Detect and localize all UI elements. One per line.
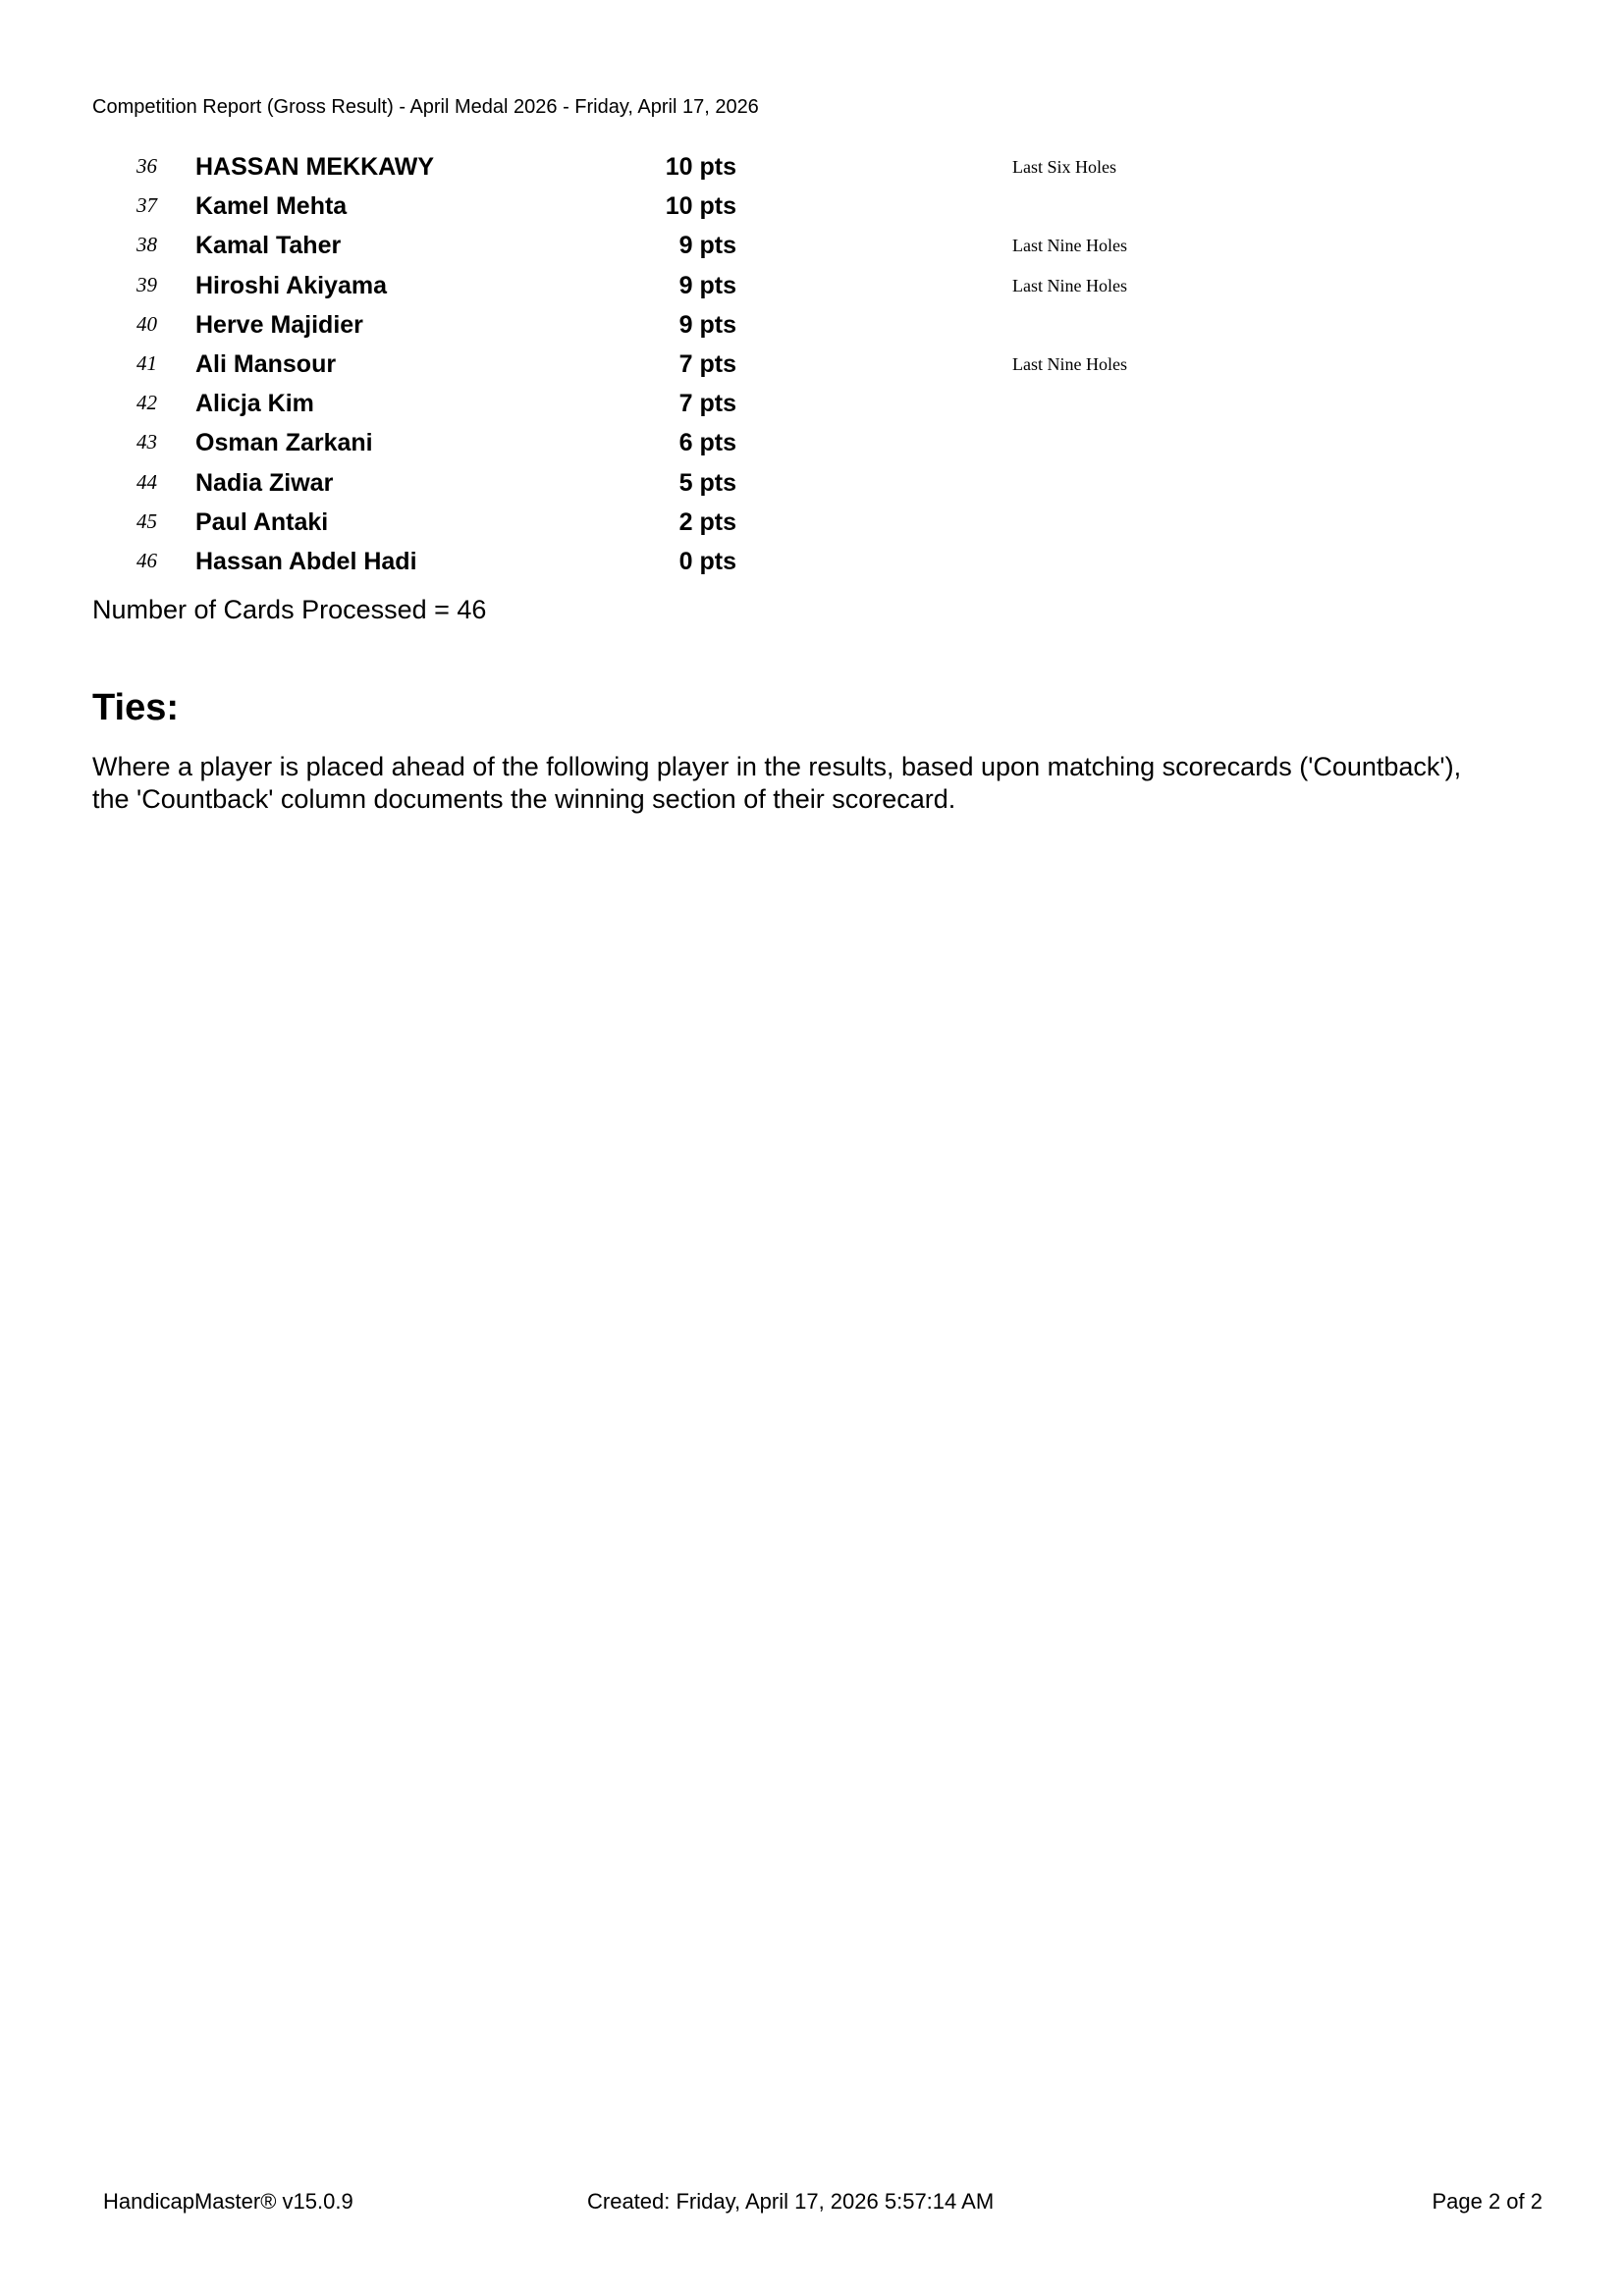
results-table [0,150,1624,584]
score-cell: 6 pts [678,429,736,457]
score-cell: 0 pts [678,547,736,575]
player-name-cell: HASSAN MEKKAWY [195,153,435,181]
report-title: Competition Report (Gross Result) - April Medal 2026 - Friday, April 17, 2026 [92,96,759,118]
table-row [0,150,1624,189]
cards-processed-count: Number of Cards Processed = 46 [92,595,487,624]
position-cell: 37 [136,193,157,218]
score-cell: 10 pts [665,192,736,221]
player-name-cell: Herve Majidier [195,310,363,339]
countback-cell: Last Nine Holes [1012,236,1127,256]
player-name-cell: Hiroshi Akiyama [195,271,387,299]
player-name-cell: Kamel Mehta [195,192,348,221]
ties-explanation-line: Where a player is placed ahead of the following player in the results, based upon matching scorecards ('Countback'), [92,752,1462,781]
position-cell: 44 [136,469,157,494]
score-cell: 2 pts [678,507,736,536]
score-cell: 9 pts [678,310,736,339]
score-cell: 7 pts [678,349,736,378]
player-name-cell: Hassan Abdel Hadi [195,547,417,575]
table-row [0,466,1624,506]
position-cell: 46 [136,548,157,572]
table-row [0,387,1624,426]
table-row [0,269,1624,308]
position-cell: 36 [136,154,157,178]
position-cell: 42 [136,391,157,415]
position-cell: 43 [136,430,157,454]
table-row [0,229,1624,268]
table-row [0,506,1624,545]
position-cell: 41 [136,350,157,375]
ties-explanation [92,751,1565,816]
footer-page-number: Page 2 of 2 [1432,2189,1543,2214]
table-row [0,545,1624,584]
countback-cell: Last Nine Holes [1012,353,1127,374]
footer-created-timestamp: Created: Friday, April 17, 2026 5:57:14 AM [587,2189,995,2214]
score-cell: 9 pts [678,271,736,299]
ties-heading: Ties: [92,687,180,728]
ties-explanation-line: the 'Countback' column documents the winning section of their scorecard. [92,784,956,814]
player-name-cell: Paul Antaki [195,507,329,536]
table-row [0,189,1624,229]
player-name-cell: Nadia Ziwar [195,468,334,497]
table-row [0,426,1624,465]
countback-cell: Last Six Holes [1012,157,1116,177]
player-name-cell: Osman Zarkani [195,429,373,457]
table-row [0,308,1624,347]
player-name-cell: Alicja Kim [195,390,314,418]
score-cell: 9 pts [678,232,736,260]
footer-software-version: HandicapMaster® v15.0.9 [103,2189,353,2214]
position-cell: 38 [136,233,157,257]
position-cell: 39 [136,272,157,296]
score-cell: 5 pts [678,468,736,497]
position-cell: 45 [136,508,157,533]
countback-cell: Last Nine Holes [1012,275,1127,295]
position-cell: 40 [136,311,157,336]
player-name-cell: Ali Mansour [195,349,337,378]
score-cell: 7 pts [678,390,736,418]
player-name-cell: Kamal Taher [195,232,342,260]
table-row [0,347,1624,387]
score-cell: 10 pts [665,153,736,181]
